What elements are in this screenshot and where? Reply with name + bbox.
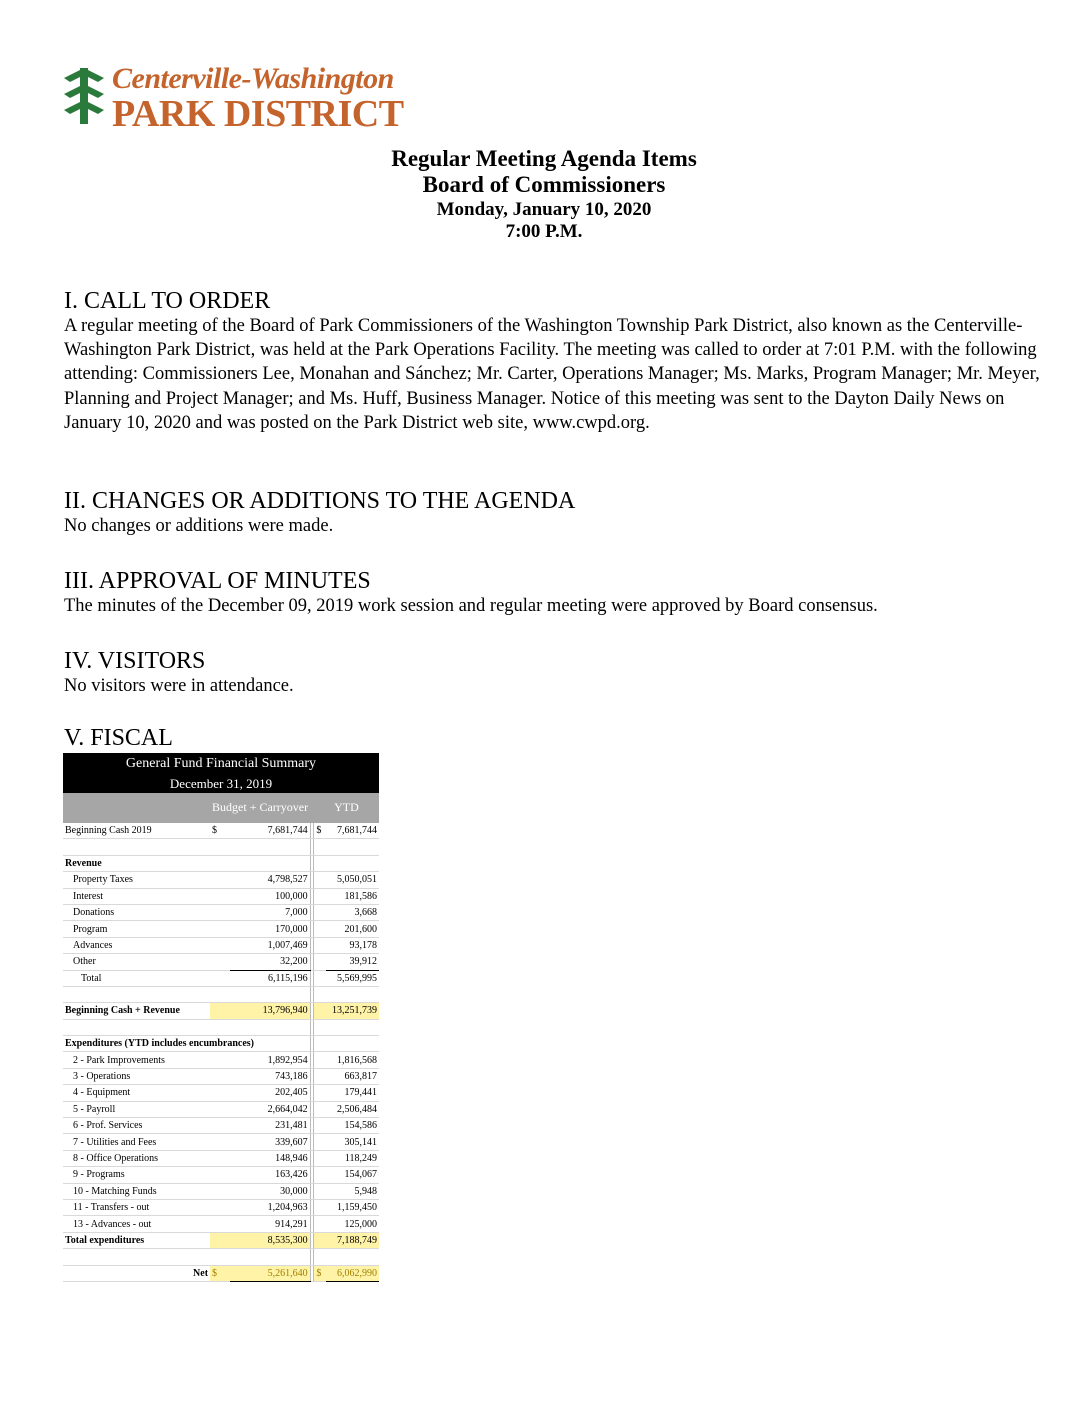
- ytd-value: 305,141: [326, 1134, 379, 1150]
- row-label: 10 - Matching Funds: [63, 1183, 210, 1199]
- ytd-value: 3,668: [326, 904, 379, 920]
- revenue-row: [63, 937, 379, 953]
- revenue-row: [63, 921, 379, 937]
- budget-value: 1,892,954: [230, 1052, 310, 1068]
- ytd-header: YTD: [314, 793, 379, 823]
- spacer-row: [63, 839, 379, 855]
- row-label: 9 - Programs: [63, 1167, 210, 1183]
- row-label: Donations: [63, 904, 210, 920]
- budget-value: 30,000: [230, 1183, 310, 1199]
- ytd-value: 93,178: [326, 937, 379, 953]
- budget-value: 163,426: [230, 1167, 310, 1183]
- header-time: 7:00 P.M.: [505, 220, 583, 242]
- row-label: 7 - Utilities and Fees: [63, 1134, 210, 1150]
- ytd-value: 1,816,568: [326, 1052, 379, 1068]
- section-body: A regular meeting of the Board of Park Commissioners of the Washington Township Park District, also known as the Centerville-Washington Park District, was held at the Park Operations Facility. The meeting was called to order at 7:01 P.M. with the following attending: Commissioners Lee, Monahan and Sánchez; Mr. Carter, Operations Manager; Ms. Marks, Program Manager; Mr. Meyer, Planning and Project Manager; and Ms. Huff, Business Manager. Notice of this meeting was sent to the Dayton Daily News on January 10, 2020 and was posted on the Park District web site, www.cwpd.org.: [64, 316, 1040, 433]
- header-date: Monday, January 10, 2020: [436, 198, 652, 220]
- section-title: III. APPROVAL OF MINUTES: [64, 568, 371, 594]
- budget-carryover-header: Budget + Carryover: [210, 793, 310, 823]
- ytd-value: 154,067: [326, 1167, 379, 1183]
- budget-value: 148,946: [230, 1150, 310, 1166]
- budget-value: 231,481: [230, 1118, 310, 1134]
- spacer-row: [63, 986, 379, 1002]
- park-district-logo: [62, 62, 422, 135]
- ytd-value: 118,249: [326, 1150, 379, 1166]
- net-row: Net $ 5,261,640 $ 6,062,990: [63, 1265, 379, 1281]
- row-label: 4 - Equipment: [63, 1085, 210, 1101]
- header-title: Regular Meeting Agenda Items: [391, 146, 697, 171]
- general-fund-summary-table: [63, 753, 379, 1282]
- expenditure-row: [63, 1101, 379, 1117]
- table-date: December 31, 2019: [63, 775, 379, 793]
- expenditure-row: [63, 1085, 379, 1101]
- row-label: Interest: [63, 888, 210, 904]
- budget-value: 32,200: [230, 954, 310, 970]
- budget-value: 914,291: [230, 1216, 310, 1232]
- blank-header-cell: [63, 793, 210, 823]
- budget-value: 100,000: [230, 888, 310, 904]
- budget-value: 202,405: [230, 1085, 310, 1101]
- expenditure-row: [63, 1052, 379, 1068]
- ytd-value: 39,912: [326, 954, 379, 970]
- expenditure-row: [63, 1183, 379, 1199]
- revenue-total-row: Total 6,115,196 5,569,995: [63, 970, 379, 986]
- revenue-row: [63, 888, 379, 904]
- ytd-value: 125,000: [326, 1216, 379, 1232]
- expenditure-row: [63, 1167, 379, 1183]
- row-label: 2 - Park Improvements: [63, 1052, 210, 1068]
- row-label: Other: [63, 954, 210, 970]
- logo-line-2: PARK DISTRICT: [112, 93, 404, 135]
- ytd-value: 201,600: [326, 921, 379, 937]
- ytd-value: 5,050,051: [326, 872, 379, 888]
- section-title: V. FISCAL: [64, 725, 173, 751]
- beginning-cash-row: Beginning Cash 2019 $ 7,681,744 $ 7,681,744: [63, 823, 379, 839]
- budget-value: 339,607: [230, 1134, 310, 1150]
- expenditure-row: [63, 1134, 379, 1150]
- ytd-value: 663,817: [326, 1068, 379, 1084]
- revenue-row: [63, 954, 379, 970]
- ytd-value: 154,586: [326, 1118, 379, 1134]
- section-title: I. CALL TO ORDER: [64, 288, 271, 314]
- section-title: IV. VISITORS: [64, 648, 206, 674]
- row-label: 13 - Advances - out: [63, 1216, 210, 1232]
- expenditure-row: [63, 1118, 379, 1134]
- budget-value: 1,204,963: [230, 1199, 310, 1215]
- budget-value: 170,000: [230, 921, 310, 937]
- spacer-row: [63, 1019, 379, 1035]
- cash-plus-revenue-row: Beginning Cash + Revenue 13,796,940 13,251,739: [63, 1003, 379, 1019]
- row-label: 6 - Prof. Services: [63, 1118, 210, 1134]
- logo-line-1: Centerville-Washington: [112, 62, 394, 95]
- section-title: II. CHANGES OR ADDITIONS TO THE AGENDA: [64, 488, 576, 514]
- revenue-row: [63, 872, 379, 888]
- row-label: Advances: [63, 937, 210, 953]
- expenditure-row: [63, 1150, 379, 1166]
- row-label: 8 - Office Operations: [63, 1150, 210, 1166]
- row-label: Program: [63, 921, 210, 937]
- section-body: No visitors were in attendance.: [64, 676, 294, 697]
- budget-value: 1,007,469: [230, 937, 310, 953]
- ytd-value: 1,159,450: [326, 1199, 379, 1215]
- expenditure-row: [63, 1199, 379, 1215]
- expenditures-heading-row: Expenditures (YTD includes encumbrances): [63, 1036, 379, 1052]
- expenditure-row: [63, 1216, 379, 1232]
- tree-logo-icon: [62, 64, 106, 126]
- ytd-value: 2,506,484: [326, 1101, 379, 1117]
- revenue-heading-row: Revenue: [63, 855, 379, 871]
- section-body: No changes or additions were made.: [64, 516, 334, 537]
- section-body: The minutes of the December 09, 2019 work session and regular meeting were approved by Board consensus.: [64, 596, 878, 617]
- row-label: 11 - Transfers - out: [63, 1199, 210, 1215]
- section-visitors: [64, 648, 1044, 698]
- ytd-value: 181,586: [326, 888, 379, 904]
- total-expenditures-row: Total expenditures 8,535,300 7,188,749: [63, 1232, 379, 1248]
- header-subtitle: Board of Commissioners: [422, 172, 666, 198]
- document-header: [0, 146, 1088, 243]
- budget-value: 7,000: [230, 904, 310, 920]
- budget-value: 743,186: [230, 1068, 310, 1084]
- row-label: 5 - Payroll: [63, 1101, 210, 1117]
- section-approval-of-minutes: [64, 568, 1044, 618]
- row-label: 3 - Operations: [63, 1068, 210, 1084]
- section-call-to-order: [64, 288, 1044, 435]
- section-fiscal: [64, 725, 1044, 751]
- table-title: General Fund Financial Summary: [63, 753, 379, 775]
- spacer-row: [63, 1249, 379, 1265]
- budget-value: 4,798,527: [230, 872, 310, 888]
- ytd-value: 5,948: [326, 1183, 379, 1199]
- column-header-row: [63, 793, 379, 823]
- ytd-value: 179,441: [326, 1085, 379, 1101]
- revenue-row: [63, 904, 379, 920]
- budget-value: 2,664,042: [230, 1101, 310, 1117]
- expenditure-row: [63, 1068, 379, 1084]
- row-label: Property Taxes: [63, 872, 210, 888]
- section-changes-to-agenda: [64, 488, 1044, 538]
